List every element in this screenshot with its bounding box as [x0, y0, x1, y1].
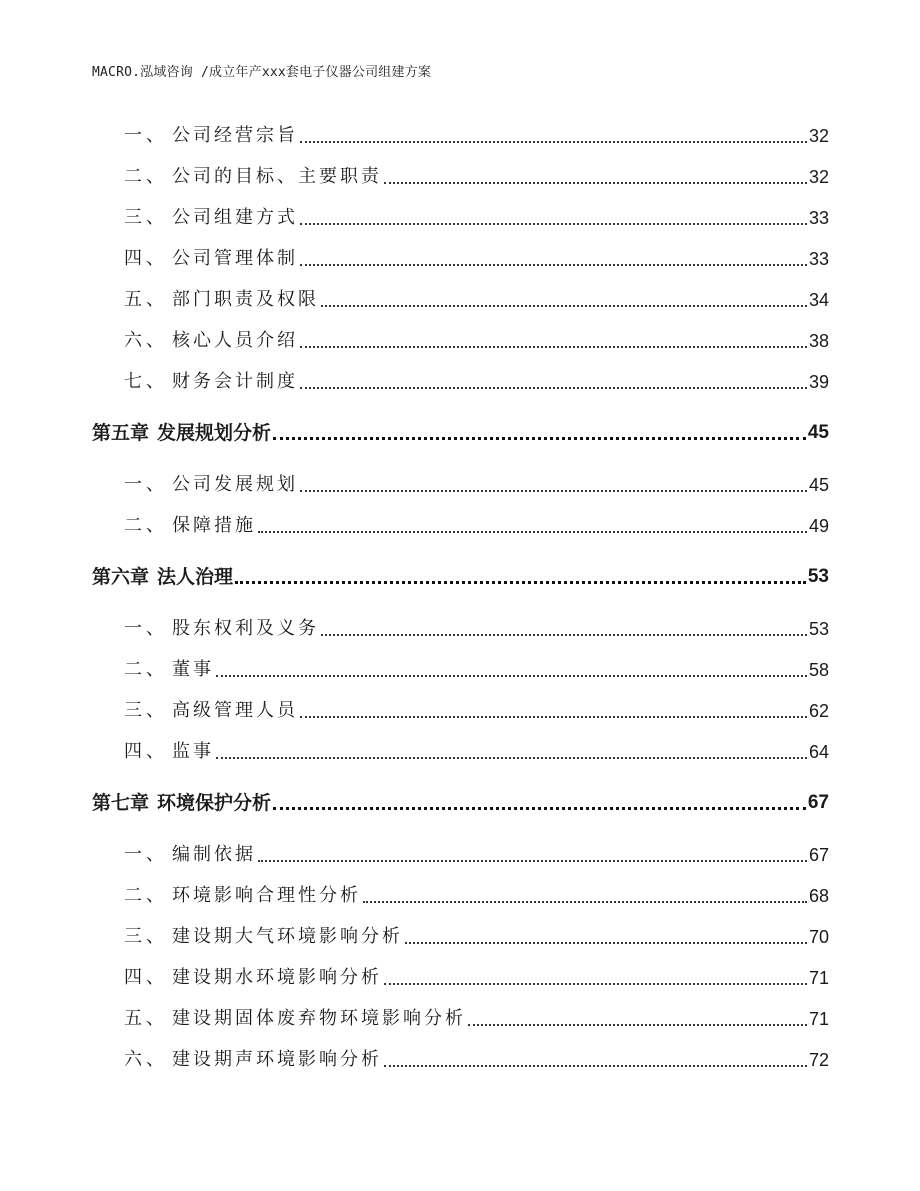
toc-page-number: 38: [808, 331, 829, 351]
toc-section-entry[interactable]: [0, 472, 920, 498]
toc-dot-leader: [300, 264, 807, 266]
toc-section-entry[interactable]: [0, 1006, 920, 1032]
toc-section-entry[interactable]: [0, 924, 920, 950]
toc-entry-label: [124, 513, 256, 539]
toc-page-number: 32: [808, 126, 829, 146]
toc-section-number: 二、: [124, 659, 168, 680]
toc-entry-label: [92, 790, 271, 816]
toc-page-number: 67: [807, 792, 829, 813]
toc-page-number: 71: [808, 1009, 829, 1029]
toc-entry-label: [124, 1006, 466, 1032]
toc-section-number: 三、: [124, 926, 168, 947]
toc-entry-label: [92, 564, 233, 590]
toc-section-entry[interactable]: [0, 328, 920, 354]
toc-chapter-number: 第六章: [92, 566, 150, 588]
toc-dot-leader: [384, 1065, 807, 1067]
toc-dot-leader: [300, 141, 807, 143]
toc-dot-leader: [300, 716, 807, 718]
toc-section-entry[interactable]: [0, 164, 920, 190]
toc-page-number: 32: [808, 167, 829, 187]
toc-entry-label: [124, 883, 361, 909]
toc-section-entry[interactable]: [0, 205, 920, 231]
toc-section-number: 六、: [124, 1049, 168, 1070]
toc-entry-title: 董事: [172, 659, 214, 680]
toc-entry-label: [124, 739, 214, 765]
toc-page-number: 68: [808, 886, 829, 906]
toc-entry-label: [124, 369, 298, 395]
toc-entry-title: 建设期水环境影响分析: [172, 967, 382, 988]
toc-entry-title: 公司管理体制: [172, 248, 298, 269]
toc-entry-title: 公司组建方式: [172, 207, 298, 228]
toc-section-entry[interactable]: [0, 123, 920, 149]
toc-entry-label: [124, 965, 382, 991]
toc-dot-leader: [300, 223, 807, 225]
toc-page-number: 72: [808, 1050, 829, 1070]
toc-entry-title: 公司发展规划: [172, 474, 298, 495]
toc-dot-leader: [300, 490, 807, 492]
toc-chapter-entry[interactable]: [0, 564, 920, 590]
toc-dot-leader: [216, 675, 807, 677]
toc-section-entry[interactable]: [0, 965, 920, 991]
toc-entry-label: [124, 328, 298, 354]
toc-entry-title: 环境影响合理性分析: [172, 885, 361, 906]
toc-chapter-number: 第七章: [92, 792, 150, 814]
toc-entry-title: 建设期固体废弃物环境影响分析: [172, 1008, 466, 1029]
toc-entry-title: 法人治理: [157, 566, 234, 588]
toc-section-entry[interactable]: [0, 246, 920, 272]
toc-dot-leader: [405, 942, 807, 944]
toc-section-number: 一、: [124, 474, 168, 495]
toc-section-number: 五、: [124, 289, 168, 310]
toc-dot-leader: [300, 387, 807, 389]
toc-entry-label: [124, 616, 319, 642]
toc-entry-title: 高级管理人员: [172, 700, 298, 721]
toc-section-entry[interactable]: [0, 739, 920, 765]
toc-dot-leader: [384, 983, 807, 985]
toc-dot-leader: [300, 346, 807, 348]
toc-entry-title: 监事: [172, 741, 214, 762]
toc-entry-title: 公司的目标、主要职责: [172, 166, 382, 187]
toc-dot-leader: [235, 581, 806, 584]
toc-section-number: 一、: [124, 125, 168, 146]
toc-dot-leader: [216, 757, 807, 759]
toc-page-number: 49: [808, 516, 829, 536]
toc-entry-label: [124, 287, 319, 313]
toc-page-number: 62: [808, 701, 829, 721]
toc-chapter-entry[interactable]: [0, 420, 920, 446]
toc-section-number: 二、: [124, 885, 168, 906]
toc-section-entry[interactable]: [0, 842, 920, 868]
toc-page-number: 70: [808, 927, 829, 947]
toc-entry-title: 核心人员介绍: [172, 330, 298, 351]
toc-section-number: 七、: [124, 371, 168, 392]
toc-section-number: 一、: [124, 618, 168, 639]
toc-page-number: 53: [808, 619, 829, 639]
toc-section-entry[interactable]: [0, 657, 920, 683]
toc-entry-title: 建设期声环境影响分析: [172, 1049, 382, 1070]
toc-page-number: 71: [808, 968, 829, 988]
toc-section-entry[interactable]: [0, 287, 920, 313]
toc-entry-title: 建设期大气环境影响分析: [172, 926, 403, 947]
toc-section-entry[interactable]: [0, 369, 920, 395]
toc-dot-leader: [258, 531, 807, 533]
toc-section-number: 二、: [124, 515, 168, 536]
toc-entry-label: [124, 657, 214, 683]
toc-entry-title: 编制依据: [172, 844, 256, 865]
toc-entry-title: 公司经营宗旨: [172, 125, 298, 146]
toc-section-number: 五、: [124, 1008, 168, 1029]
toc-entry-label: [92, 420, 271, 446]
toc-page-number: 67: [808, 845, 829, 865]
toc-entry-label: [124, 205, 298, 231]
toc-entry-label: [124, 924, 403, 950]
page-header: MACRO.泓域咨询 /成立年产xxx套电子仪器公司组建方案: [92, 65, 432, 80]
toc-dot-leader: [273, 437, 806, 440]
toc-entry-title: 股东权利及义务: [172, 618, 319, 639]
toc-chapter-entry[interactable]: [0, 790, 920, 816]
toc-entry-title: 保障措施: [172, 515, 256, 536]
toc-section-entry[interactable]: [0, 513, 920, 539]
toc-entry-title: 财务会计制度: [172, 371, 298, 392]
toc-page-number: 34: [808, 290, 829, 310]
toc-dot-leader: [321, 305, 807, 307]
toc-entry-label: [124, 246, 298, 272]
toc-section-number: 一、: [124, 844, 168, 865]
toc-section-entry[interactable]: [0, 616, 920, 642]
toc-page-number: 33: [808, 208, 829, 228]
toc-entry-label: [124, 123, 298, 149]
toc-section-number: 三、: [124, 700, 168, 721]
toc-chapter-number: 第五章: [92, 422, 150, 444]
toc-section-entry[interactable]: [0, 883, 920, 909]
toc-page-number: 64: [808, 742, 829, 762]
toc-page-number: 39: [808, 372, 829, 392]
toc-dot-leader: [321, 634, 807, 636]
toc-entry-title: 环境保护分析: [157, 792, 272, 814]
toc-dot-leader: [468, 1024, 807, 1026]
toc-section-entry[interactable]: [0, 1047, 920, 1073]
toc-entry-label: [124, 842, 256, 868]
toc-page-number: 33: [808, 249, 829, 269]
toc-page-number: 45: [808, 475, 829, 495]
toc-section-number: 二、: [124, 166, 168, 187]
toc-section-number: 六、: [124, 330, 168, 351]
toc-entry-label: [124, 472, 298, 498]
toc-entry-title: 发展规划分析: [157, 422, 272, 444]
toc-page-number: 45: [807, 422, 829, 443]
toc-section-number: 四、: [124, 967, 168, 988]
toc-page-number: 58: [808, 660, 829, 680]
toc-dot-leader: [384, 182, 807, 184]
toc-entry-label: [124, 164, 382, 190]
toc-entry-title: 部门职责及权限: [172, 289, 319, 310]
toc-section-number: 四、: [124, 248, 168, 269]
toc-page-number: 53: [807, 566, 829, 587]
toc-entry-label: [124, 698, 298, 724]
toc-section-entry[interactable]: [0, 698, 920, 724]
toc-dot-leader: [363, 901, 807, 903]
toc-dot-leader: [258, 860, 807, 862]
toc-entry-label: [124, 1047, 382, 1073]
toc-section-number: 四、: [124, 741, 168, 762]
toc-dot-leader: [273, 807, 806, 810]
toc-section-number: 三、: [124, 207, 168, 228]
